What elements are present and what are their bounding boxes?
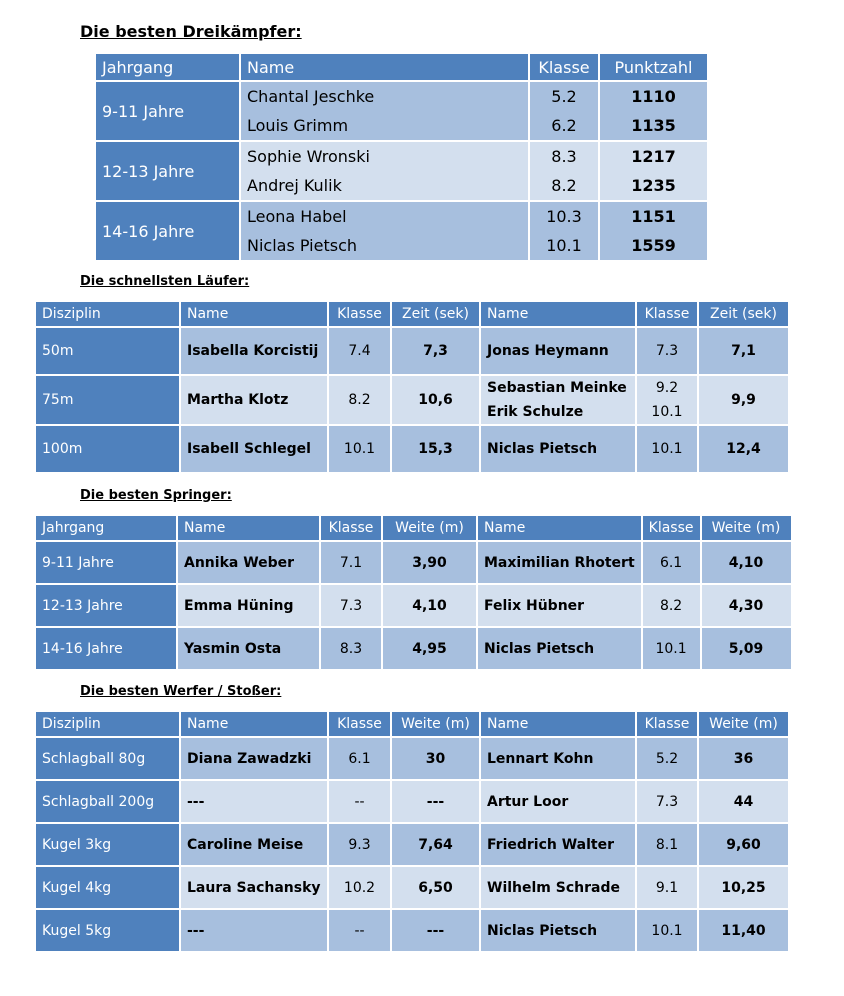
time-cell: 7,3 — [392, 328, 479, 374]
table-row — [36, 328, 788, 374]
distance-cell: --- — [392, 910, 479, 951]
distance-cell: 9,60 — [699, 824, 788, 865]
column-header: Jahrgang — [36, 516, 176, 540]
triathlon-table — [94, 52, 709, 262]
distance-cell: 7,64 — [392, 824, 479, 865]
distance-cell: 44 — [699, 781, 788, 822]
class-cell: 7.3 — [637, 328, 697, 374]
column-header: Klasse — [530, 54, 598, 80]
distance-cell: 36 — [699, 738, 788, 779]
name-cell: --- — [181, 910, 327, 951]
name-cell: Jonas Heymann — [481, 328, 635, 374]
age-group-cell: 14-16 Jahre — [36, 628, 176, 669]
athlete-name: Sebastian Meinke — [487, 380, 627, 396]
name-cell: Isabella Korcistij — [181, 328, 327, 374]
column-header: Klasse — [637, 712, 697, 736]
distance-cell: 4,95 — [383, 628, 476, 669]
discipline-cell: Kugel 4kg — [36, 867, 179, 908]
distance-cell: 11,40 — [699, 910, 788, 951]
table-row — [36, 628, 791, 669]
class-cell: 8.1 — [637, 824, 697, 865]
time-cell: 9,9 — [699, 376, 788, 424]
column-header: Punktzahl — [600, 54, 707, 80]
athlete-name: Chantal Jeschke — [247, 87, 375, 106]
throwers-heading: Die besten Werfer / Stoßer: — [80, 684, 282, 699]
athlete-score: 1559 — [631, 236, 676, 255]
name-cell: Laura Sachansky — [181, 867, 327, 908]
column-header: Name — [178, 516, 319, 540]
class-cell: 5.2 — [637, 738, 697, 779]
athlete-class: 10.3 — [546, 207, 582, 226]
distance-cell: 10,25 — [699, 867, 788, 908]
athlete-class: 10.1 — [651, 404, 683, 420]
throwers-table — [34, 710, 790, 953]
class-cell — [530, 82, 598, 140]
table-row — [36, 585, 791, 626]
name-cell: Maximilian Rhotert — [478, 542, 641, 583]
class-cell: 8.2 — [643, 585, 700, 626]
column-header: Name — [478, 516, 641, 540]
athlete-class: 6.2 — [551, 116, 577, 135]
athlete-class: 5.2 — [551, 87, 577, 106]
name-cell: Artur Loor — [481, 781, 635, 822]
athlete-class: 10.1 — [546, 236, 582, 255]
name-cell: Niclas Pietsch — [481, 910, 635, 951]
distance-cell: 30 — [392, 738, 479, 779]
discipline-cell: 100m — [36, 426, 179, 472]
athlete-score: 1110 — [631, 87, 676, 106]
name-cell: Yasmin Osta — [178, 628, 319, 669]
class-cell: -- — [329, 781, 390, 822]
athlete-class: 8.3 — [551, 147, 577, 166]
column-header: Disziplin — [36, 712, 179, 736]
runners-heading: Die schnellsten Läufer: — [80, 274, 250, 289]
class-cell: -- — [329, 910, 390, 951]
discipline-cell: Schlagball 200g — [36, 781, 179, 822]
discipline-cell: Schlagball 80g — [36, 738, 179, 779]
athlete-name: Andrej Kulik — [247, 176, 342, 195]
time-cell: 12,4 — [699, 426, 788, 472]
class-cell: 10.1 — [637, 910, 697, 951]
class-cell: 8.3 — [321, 628, 381, 669]
name-cell — [241, 142, 528, 200]
table-row — [36, 542, 791, 583]
distance-cell: 6,50 — [392, 867, 479, 908]
athlete-name: Niclas Pietsch — [247, 236, 358, 255]
distance-cell: 4,30 — [702, 585, 791, 626]
name-cell: Wilhelm Schrade — [481, 867, 635, 908]
athlete-score: 1135 — [631, 116, 676, 135]
distance-cell: 4,10 — [702, 542, 791, 583]
athlete-score: 1151 — [631, 207, 676, 226]
name-cell: Annika Weber — [178, 542, 319, 583]
class-cell: 10.1 — [643, 628, 700, 669]
athlete-name: Leona Habel — [247, 207, 347, 226]
column-header: Weite (m) — [383, 516, 476, 540]
class-cell: 6.1 — [643, 542, 700, 583]
class-cell — [530, 142, 598, 200]
athlete-class: 9.2 — [655, 380, 679, 396]
class-cell: 7.4 — [329, 328, 390, 374]
athlete-score: 1217 — [631, 147, 676, 166]
name-cell — [241, 82, 528, 140]
class-cell: 10.1 — [329, 426, 390, 472]
name-cell: Niclas Pietsch — [478, 628, 641, 669]
time-cell: 10,6 — [392, 376, 479, 424]
column-header: Name — [241, 54, 528, 80]
name-cell: Friedrich Walter — [481, 824, 635, 865]
name-cell: Emma Hüning — [178, 585, 319, 626]
score-cell — [600, 202, 707, 260]
class-cell — [530, 202, 598, 260]
table-row — [96, 142, 707, 200]
table-row — [36, 867, 788, 908]
column-header: Klasse — [643, 516, 700, 540]
table-row — [36, 781, 788, 822]
class-cell: 8.2 — [329, 376, 390, 424]
column-header: Klasse — [637, 302, 697, 326]
name-cell: Niclas Pietsch — [481, 426, 635, 472]
class-cell: 7.3 — [637, 781, 697, 822]
discipline-cell: 50m — [36, 328, 179, 374]
table-header-row — [36, 712, 788, 736]
athlete-class: 8.2 — [551, 176, 577, 195]
distance-cell: 5,09 — [702, 628, 791, 669]
discipline-cell: 75m — [36, 376, 179, 424]
column-header: Zeit (sek) — [699, 302, 788, 326]
name-cell: Martha Klotz — [181, 376, 327, 424]
column-header: Name — [181, 302, 327, 326]
column-header: Name — [481, 712, 635, 736]
name-cell: --- — [181, 781, 327, 822]
name-cell — [241, 202, 528, 260]
column-header: Zeit (sek) — [392, 302, 479, 326]
table-row — [36, 426, 788, 472]
name-cell — [481, 376, 635, 424]
table-header-row — [96, 54, 707, 80]
runners-table — [34, 300, 790, 474]
athlete-name: Sophie Wronski — [247, 147, 370, 166]
column-header: Name — [181, 712, 327, 736]
class-cell: 6.1 — [329, 738, 390, 779]
table-row — [96, 82, 707, 140]
table-row — [36, 824, 788, 865]
column-header: Weite (m) — [702, 516, 791, 540]
jumpers-table — [34, 514, 793, 671]
distance-cell: --- — [392, 781, 479, 822]
column-header: Klasse — [329, 302, 390, 326]
class-cell: 10.2 — [329, 867, 390, 908]
discipline-cell: Kugel 3kg — [36, 824, 179, 865]
class-cell: 7.3 — [321, 585, 381, 626]
column-header: Klasse — [321, 516, 381, 540]
class-cell: 7.1 — [321, 542, 381, 583]
class-cell: 9.1 — [637, 867, 697, 908]
table-row — [36, 376, 788, 424]
age-group-cell: 9-11 Jahre — [96, 82, 239, 140]
age-group-cell: 12-13 Jahre — [36, 585, 176, 626]
table-row — [96, 202, 707, 260]
name-cell: Lennart Kohn — [481, 738, 635, 779]
column-header: Jahrgang — [96, 54, 239, 80]
time-cell: 7,1 — [699, 328, 788, 374]
athlete-score: 1235 — [631, 176, 676, 195]
score-cell — [600, 82, 707, 140]
athlete-name: Erik Schulze — [487, 404, 584, 420]
age-group-cell: 9-11 Jahre — [36, 542, 176, 583]
class-cell: 9.3 — [329, 824, 390, 865]
jumpers-heading: Die besten Springer: — [80, 488, 232, 503]
distance-cell: 3,90 — [383, 542, 476, 583]
class-cell — [637, 376, 697, 424]
name-cell: Isabell Schlegel — [181, 426, 327, 472]
table-header-row — [36, 302, 788, 326]
name-cell: Caroline Meise — [181, 824, 327, 865]
triathlon-heading: Die besten Dreikämpfer: — [80, 22, 302, 41]
score-cell — [600, 142, 707, 200]
column-header: Weite (m) — [699, 712, 788, 736]
class-cell: 10.1 — [637, 426, 697, 472]
table-row — [36, 910, 788, 951]
name-cell: Diana Zawadzki — [181, 738, 327, 779]
name-cell: Felix Hübner — [478, 585, 641, 626]
discipline-cell: Kugel 5kg — [36, 910, 179, 951]
time-cell: 15,3 — [392, 426, 479, 472]
age-group-cell: 12-13 Jahre — [96, 142, 239, 200]
column-header: Disziplin — [36, 302, 179, 326]
age-group-cell: 14-16 Jahre — [96, 202, 239, 260]
column-header: Name — [481, 302, 635, 326]
athlete-name: Louis Grimm — [247, 116, 349, 135]
distance-cell: 4,10 — [383, 585, 476, 626]
table-row — [36, 738, 788, 779]
column-header: Klasse — [329, 712, 390, 736]
table-header-row — [36, 516, 791, 540]
column-header: Weite (m) — [392, 712, 479, 736]
